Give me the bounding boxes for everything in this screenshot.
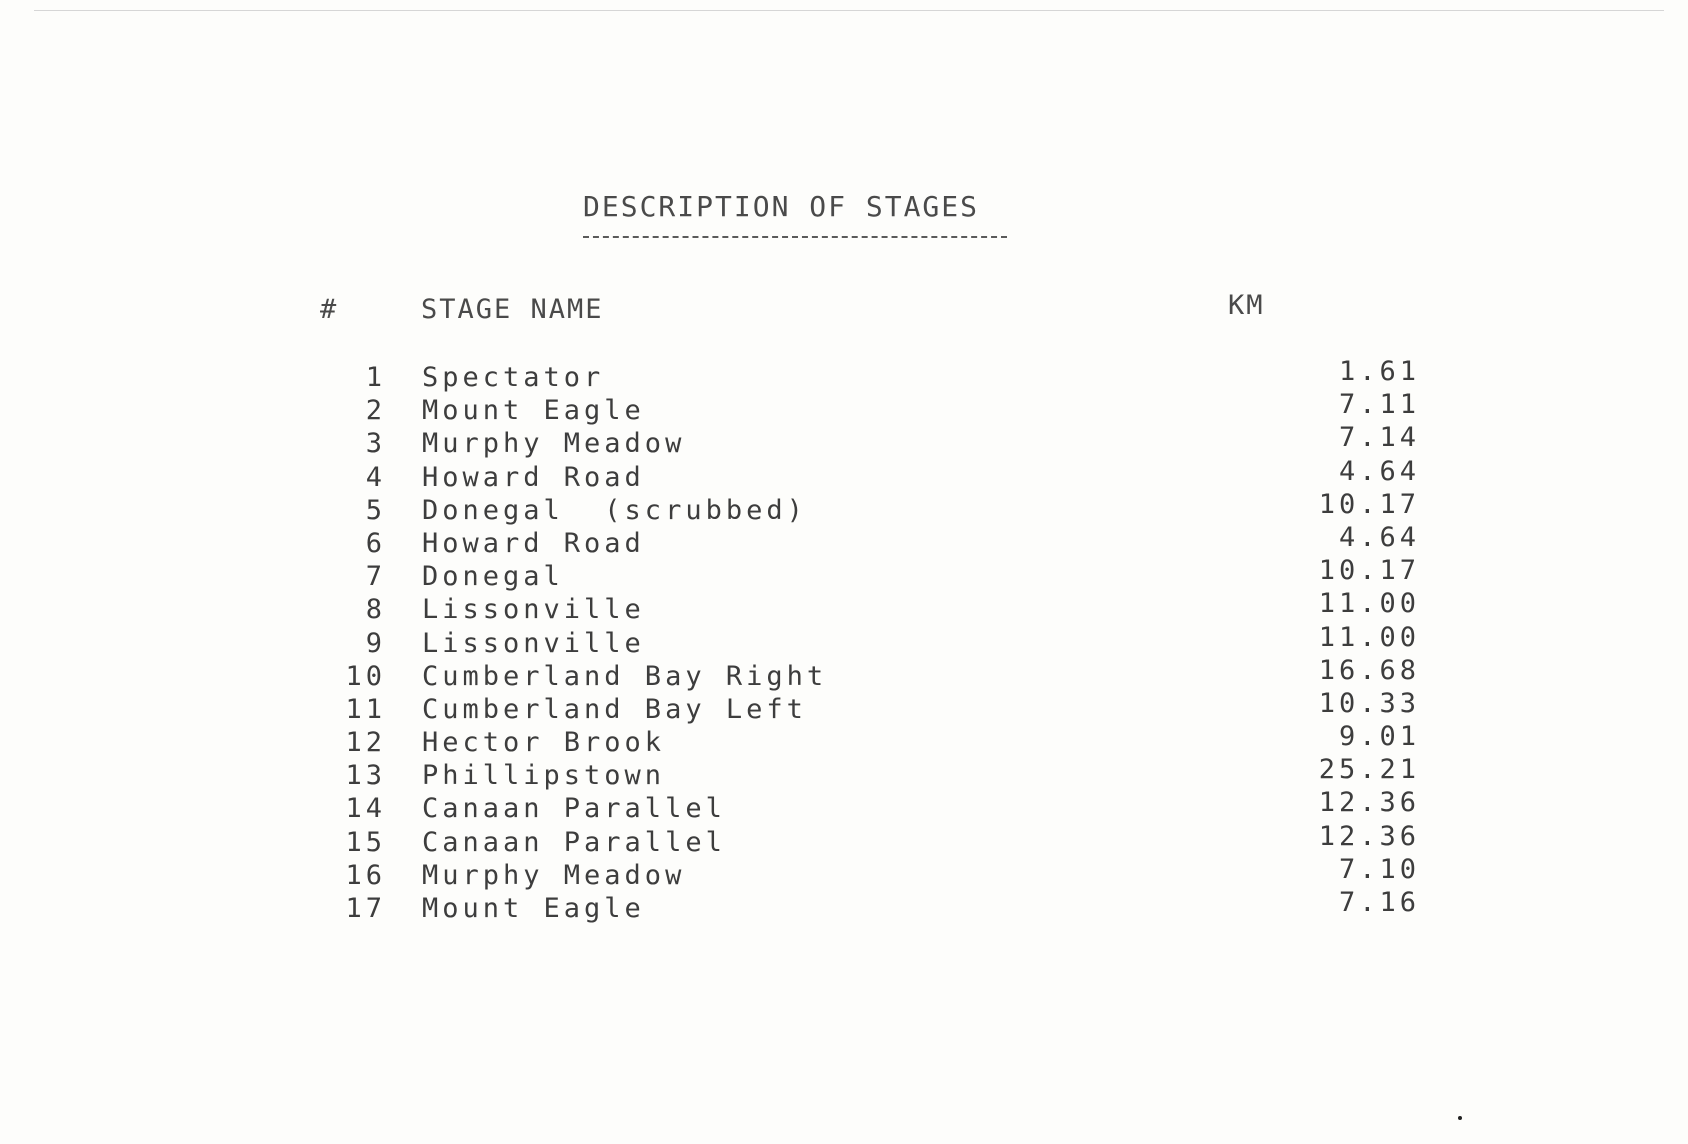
stage-km: 4.64 [1338,455,1420,487]
stage-row [0,787,1688,826]
stage-row [0,555,1688,594]
stage-name: Howard Road [422,461,645,493]
stage-name: Murphy Meadow [422,428,686,460]
stage-km: 7.14 [1338,422,1420,454]
stage-number: 3 [365,428,386,460]
stage-name: Donegal [422,561,564,593]
stage-km: 12.36 [1318,787,1420,819]
stage-km: 10.17 [1318,488,1420,520]
page-top-edge [34,10,1664,11]
stage-number: 17 [345,893,386,924]
stage-km: 9.01 [1338,721,1420,753]
stage-row [0,422,1688,461]
stage-number: 7 [365,561,386,593]
stage-km: 11.00 [1318,621,1420,653]
stage-name: Lissonville [422,594,645,626]
stage-row [0,887,1688,926]
stage-row [0,389,1688,428]
stage-number: 8 [365,594,386,626]
stage-number: 10 [345,660,386,692]
stage-number: 12 [345,727,386,759]
stage-km: 25.21 [1318,754,1420,786]
stage-name: Canaan Parallel [422,826,726,858]
stage-name: Spectator [422,362,605,393]
stage-number: 6 [365,527,386,559]
stage-km: 4.64 [1338,521,1420,553]
stage-number: 4 [365,461,386,493]
stage-name: Hector Brook [422,727,666,759]
stage-number: 11 [345,693,386,725]
document-title: DESCRIPTION OF STAGES [583,190,980,223]
stage-row [0,455,1688,495]
stage-row [0,721,1688,760]
stage-km: 7.11 [1338,389,1420,421]
stage-number: 5 [365,494,386,526]
stage-number: 14 [345,793,386,825]
stage-number: 1 [365,362,386,393]
stage-name: Cumberland Bay Left [422,693,807,725]
stage-km: 1.61 [1338,356,1420,387]
stage-row [0,853,1688,893]
stage-km: 12.36 [1318,820,1420,852]
stage-row [0,621,1688,661]
stage-number: 15 [345,826,386,858]
stage-km: 7.10 [1338,853,1420,885]
stage-name: Donegal (scrubbed) [422,494,807,526]
stage-km: 10.17 [1318,555,1420,587]
stage-row [0,588,1688,627]
header-number: # [320,294,339,325]
title-underline [583,236,1007,238]
header-km: KM [1228,290,1265,321]
stage-number: 13 [345,760,386,792]
stage-name: Mount Eagle [422,395,645,427]
stage-km: 16.68 [1318,654,1420,686]
stage-km: 10.33 [1318,687,1420,719]
stage-number: 16 [345,859,386,891]
stage-row [0,488,1688,528]
header-stage-name: STAGE NAME [421,294,604,325]
stage-name: Murphy Meadow [422,859,686,891]
stage-name: Cumberland Bay Right [422,660,828,692]
stage-name: Canaan Parallel [422,793,726,825]
stage-row [0,754,1688,793]
paper-speck [1458,1116,1462,1120]
stage-row [0,356,1688,395]
stage-name: Howard Road [422,527,645,559]
stage-name: Lissonville [422,627,645,659]
stage-row [0,820,1688,860]
stage-row [0,654,1688,694]
stages-table [0,356,1688,926]
stage-name: Phillipstown [422,760,666,792]
stage-km: 11.00 [1318,588,1420,620]
stage-name: Mount Eagle [422,893,645,924]
stage-number: 9 [365,627,386,659]
stage-km: 7.16 [1338,887,1420,918]
stage-number: 2 [365,395,386,427]
stage-row [0,521,1688,561]
stage-row [0,687,1688,727]
